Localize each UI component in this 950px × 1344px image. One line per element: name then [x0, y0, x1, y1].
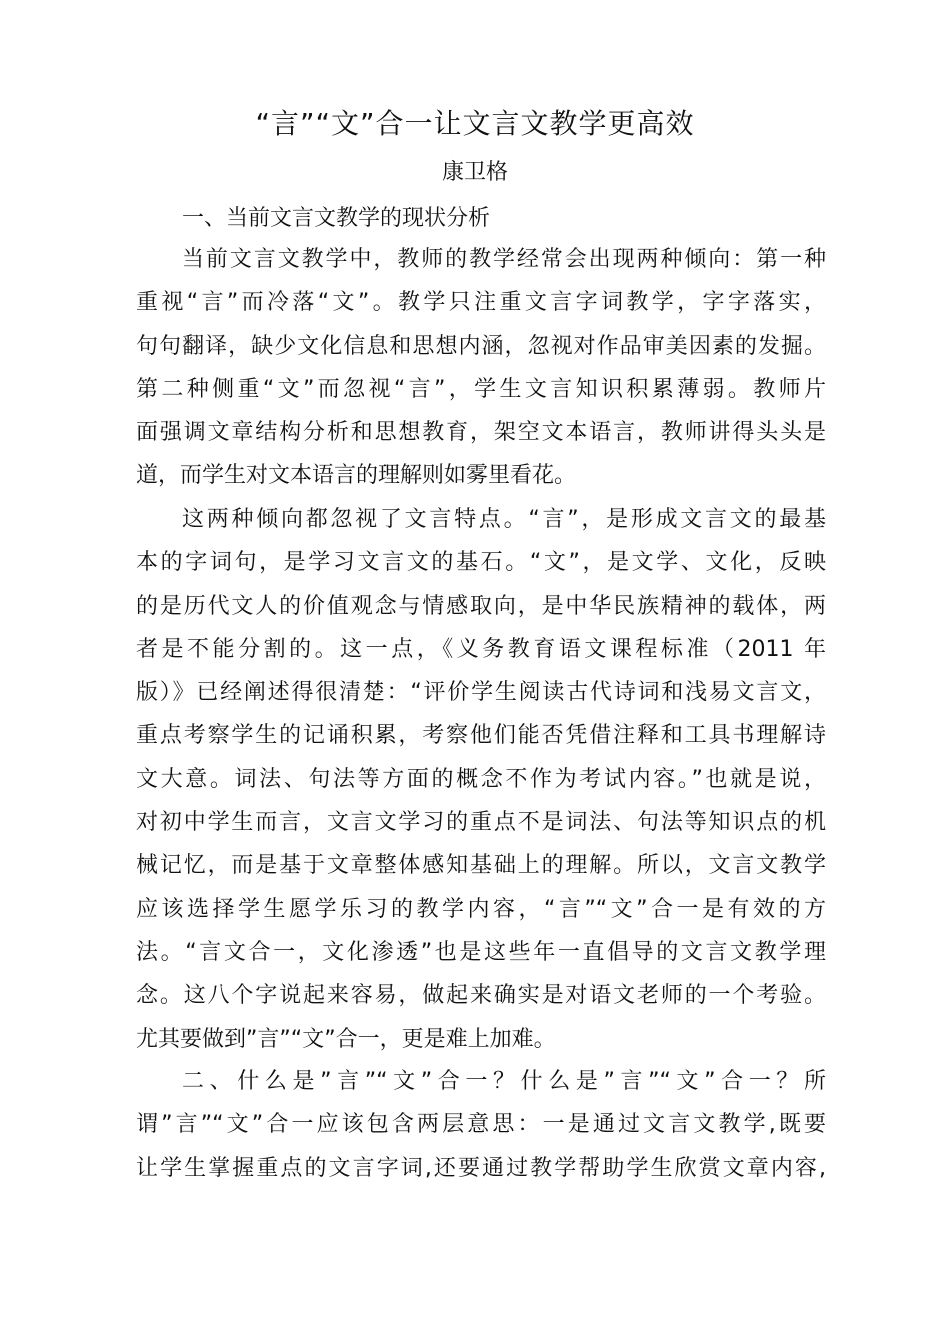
section-heading: 一、当前文言文教学的现状分析: [182, 206, 491, 231]
paragraph: [136, 498, 826, 1061]
text-line: 应该选择学生愿学乐习的教学内容，“言”“文”合一是有效的方: [136, 896, 826, 922]
document-title: “言”“文”合一让文言文教学更高效: [255, 107, 695, 140]
text-line: 重视“言”而冷落“文”。教学只注重文言字词教学，字字落实，: [136, 290, 826, 316]
author-name: 康卫格: [441, 160, 508, 185]
text-line: 的是历代文人的价值观念与情感取向，是中华民族精神的载体，两: [136, 593, 826, 619]
text-line: 者是不能分割的。这一点，《义务教育语文课程标准（2011 年: [136, 636, 826, 662]
text-line: 版）》已经阐述得很清楚：“评价学生阅读古代诗词和浅易文言文，: [136, 680, 826, 706]
text-line: 这两种倾向都忽视了文言特点。“言”，是形成文言文的最基: [182, 507, 826, 532]
text-line: 械记忆，而是基于文章整体感知基础上的理解。所以，文言文教学: [136, 853, 826, 879]
text-line: 念。这八个字说起来容易，做起来确实是对语文老师的一个考验。: [136, 983, 826, 1009]
text-line: 第二种侧重“文”而忽视“言”，学生文言知识积累薄弱。教师片: [136, 376, 826, 402]
text-line: 当前文言文教学中，教师的教学经常会出现两种倾向：第一种: [182, 247, 826, 272]
text-line: 道，而学生对文本语言的理解则如雾里看花。: [136, 463, 577, 489]
text-line: 让学生掌握重点的文言字词,还要通过教学帮助学生欣赏文章内容,: [136, 1155, 826, 1181]
text-line: 尤其要做到”言”“文”合一，更是难上加难。: [136, 1026, 556, 1052]
text-line: 文大意。词法、句法等方面的概念不作为考试内容。”也就是说，: [136, 766, 826, 792]
text-line: 对初中学生而言，文言文学习的重点不是词法、句法等知识点的机: [136, 810, 826, 836]
paragraph: [136, 238, 826, 498]
text-line: 重点考察学生的记诵积累，考察他们能否凭借注释和工具书理解诗: [136, 723, 826, 749]
text-line: 二、什么是”言”“文”合一？什么是”言”“文”合一？所: [182, 1069, 826, 1094]
text-line: 句句翻译，缺少文化信息和思想内涵，忽视对作品审美因素的发掘。: [136, 333, 826, 359]
text-line: 面强调文章结构分析和思想教育，架空文本语言，教师讲得头头是: [136, 420, 826, 446]
paragraph: [136, 1060, 826, 1190]
text-line: 本的字词句，是学习文言文的基石。“文”，是文学、文化，反映: [136, 550, 826, 576]
text-line: 谓”言”“文”合一应该包含两层意思：一是通过文言文教学,既要: [136, 1112, 826, 1138]
text-line: 法。“言文合一，文化渗透”也是这些年一直倡导的文言文教学理: [136, 939, 826, 965]
